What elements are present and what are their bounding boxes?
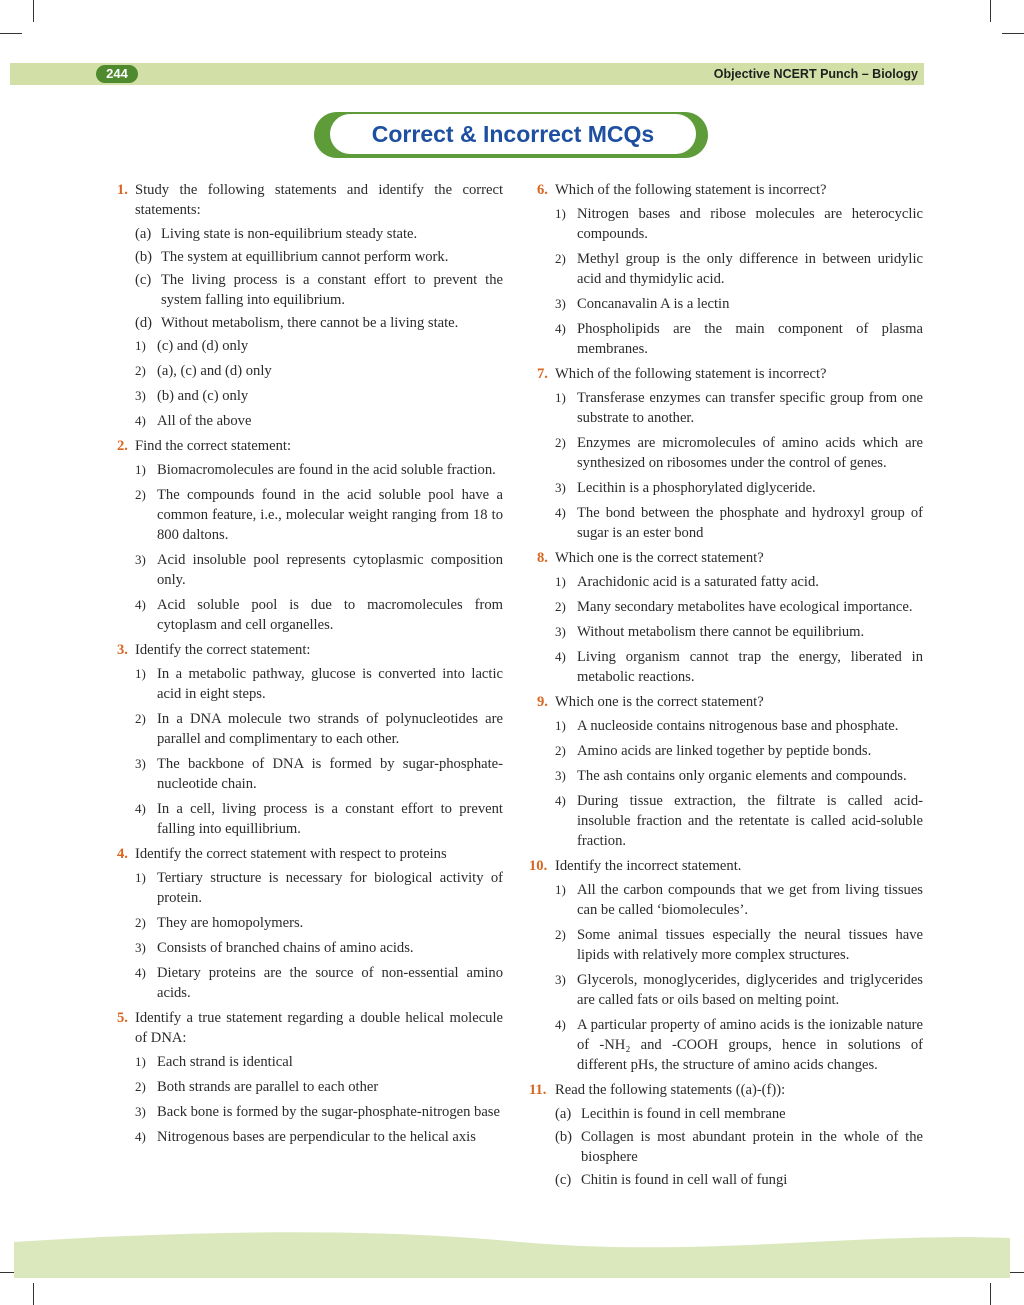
question-number: 3. (117, 642, 128, 658)
option-text: In a metabolic pathway, glucose is converted into lactic acid in eight steps. (157, 666, 503, 702)
option-number: 3) (555, 972, 566, 987)
option-number: 1) (555, 882, 566, 897)
answer-option (117, 1077, 503, 1097)
answer-option (117, 1102, 503, 1122)
question-text: Identify the incorrect statement. (555, 858, 742, 874)
option-text: Many secondary metabolites have ecological importance. (577, 599, 913, 615)
answer-option (117, 595, 503, 635)
option-text: Phospholipids are the main component of plasma membranes. (577, 321, 923, 357)
option-number: 1) (135, 870, 146, 885)
option-text: Arachidonic acid is a saturated fatty acid. (577, 574, 819, 590)
answer-option (537, 319, 923, 359)
option-text: Consists of branched chains of amino acids. (157, 940, 414, 956)
right-column (529, 180, 923, 1193)
answer-option (537, 503, 923, 543)
option-number: 4) (555, 321, 566, 336)
book-title: Objective NCERT Punch – Biology (713, 67, 918, 81)
question (537, 548, 923, 568)
option-text: Amino acids are linked together by peptide bonds. (577, 743, 872, 759)
answer-option (537, 766, 923, 786)
question-number: 5. (117, 1010, 128, 1026)
option-number: 2) (555, 251, 566, 266)
question (537, 364, 923, 384)
question-text: Which one is the correct statement? (555, 550, 764, 566)
answer-option (117, 938, 503, 958)
answer-option (537, 716, 923, 736)
page-number: 244 (96, 65, 138, 83)
option-number: 2) (135, 1079, 146, 1094)
question (117, 844, 503, 864)
option-number: 1) (135, 338, 146, 353)
option-text: Some animal tissues especially the neural tissues have lipids with relatively more complex structures. (577, 927, 923, 963)
answer-option (117, 1127, 503, 1147)
section-title: Correct & Incorrect MCQs (330, 114, 696, 154)
statement-item (537, 1170, 923, 1190)
question-number: 9. (537, 694, 548, 710)
answer-option (117, 799, 503, 839)
question (529, 856, 923, 876)
statement-item (117, 224, 503, 244)
statement-item (117, 247, 503, 267)
option-text: A nucleoside contains nitrogenous base and phosphate. (577, 718, 899, 734)
option-number: 2) (135, 363, 146, 378)
option-number: 3) (135, 552, 146, 567)
option-text: Methyl group is the only difference in between uridylic acid and thymidylic acid. (577, 251, 923, 287)
option-text: Nitrogenous bases are perpendicular to the helical axis (157, 1129, 476, 1145)
option-number: 1) (555, 574, 566, 589)
option-number: 4) (135, 413, 146, 428)
option-text: Enzymes are micromolecules of amino acids which are synthesized on ribosomes under the control of genes. (577, 435, 923, 471)
question-text: Read the following statements ((a)-(f)): (555, 1082, 786, 1098)
option-text: The backbone of DNA is formed by sugar-phosphate-nucleotide chain. (157, 756, 503, 792)
question-text: Study the following statements and identify the correct statements: (135, 182, 503, 218)
answer-option (117, 1052, 503, 1072)
option-number: 2) (555, 743, 566, 758)
option-text: (a), (c) and (d) only (157, 363, 272, 379)
option-text: Dietary proteins are the source of non-essential amino acids. (157, 965, 503, 1001)
option-text: All of the above (157, 413, 252, 429)
statement-label: (b) (555, 1129, 573, 1145)
question-text: Find the correct statement: (135, 438, 292, 454)
option-number: 4) (555, 793, 566, 808)
question-text: Identify the correct statement: (135, 642, 311, 658)
answer-option (117, 913, 503, 933)
option-text: In a DNA molecule two strands of polynucleotides are parallel and complimentary to each other. (157, 711, 503, 747)
statement-item (537, 1104, 923, 1124)
question-number: 11. (529, 1082, 547, 1098)
answer-option (117, 336, 503, 356)
option-number: 4) (135, 965, 146, 980)
option-text: Glycerols, monoglycerides, diglycerides and triglycerides are called fats or oils based on melting point. (577, 972, 923, 1008)
crop-mark (990, 0, 991, 22)
option-text: The compounds found in the acid soluble pool have a common feature, i.e., molecular weight ranging from 18 to 800 daltons. (157, 487, 503, 543)
question-number: 10. (529, 858, 548, 874)
statement-item (117, 270, 503, 310)
option-text: (b) and (c) only (157, 388, 249, 404)
option-text: A particular property of amino acids is the ionizable nature of -NH₂ and -COOH groups, hence in solutions of different pHs, the structure of amino acids changes. (577, 1017, 923, 1073)
statement-item (117, 313, 503, 333)
option-number: 4) (135, 801, 146, 816)
option-number: 4) (135, 597, 146, 612)
answer-option (537, 572, 923, 592)
answer-option (117, 485, 503, 545)
statement-text: Lecithin is found in cell membrane (581, 1106, 786, 1122)
answer-option (117, 664, 503, 704)
option-number: 2) (135, 915, 146, 930)
answer-option (537, 880, 923, 920)
statement-text: Living state is non-equilibrium steady state. (161, 226, 418, 242)
option-text: Lecithin is a phosphorylated diglyceride. (577, 480, 816, 496)
option-text: Both strands are parallel to each other (157, 1079, 379, 1095)
answer-option (537, 294, 923, 314)
answer-option (537, 1015, 923, 1075)
answer-option (117, 550, 503, 590)
option-number: 4) (135, 1129, 146, 1144)
option-number: 1) (135, 1054, 146, 1069)
statement-label: (a) (555, 1106, 572, 1122)
statement-label: (a) (135, 226, 152, 242)
option-text: Nitrogen bases and ribose molecules are heterocyclic compounds. (577, 206, 923, 242)
answer-option (117, 963, 503, 1003)
crop-mark (990, 1283, 991, 1305)
answer-option (537, 388, 923, 428)
question-text: Identify a true statement regarding a double helical molecule of DNA: (135, 1010, 503, 1046)
question (117, 1008, 503, 1048)
left-column (117, 180, 503, 1152)
option-number: 2) (555, 435, 566, 450)
answer-option (537, 925, 923, 965)
question-number: 1. (117, 182, 128, 198)
answer-option (117, 361, 503, 381)
option-text: Acid insoluble pool represents cytoplasmic composition only. (157, 552, 503, 588)
question-text: Which of the following statement is incorrect? (555, 366, 827, 382)
statement-label: (b) (135, 249, 153, 265)
answer-option (537, 478, 923, 498)
option-number: 1) (135, 666, 146, 681)
option-number: 1) (555, 718, 566, 733)
answer-option (117, 709, 503, 749)
statement-label: (c) (135, 272, 152, 288)
crop-mark (33, 1283, 34, 1305)
option-number: 3) (555, 480, 566, 495)
question (529, 1080, 923, 1100)
option-number: 3) (135, 1104, 146, 1119)
option-text: Biomacromolecules are found in the acid soluble fraction. (157, 462, 496, 478)
option-text: Without metabolism there cannot be equilibrium. (577, 624, 865, 640)
answer-option (537, 647, 923, 687)
question (117, 640, 503, 660)
statement-text: The living process is a constant effort to prevent the system falling into equilibrium. (161, 272, 503, 308)
option-number: 1) (555, 206, 566, 221)
crop-mark (33, 0, 34, 22)
option-number: 3) (555, 624, 566, 639)
answer-option (537, 622, 923, 642)
question-number: 6. (537, 182, 548, 198)
question (117, 180, 503, 220)
option-number: 2) (555, 927, 566, 942)
option-number: 3) (555, 296, 566, 311)
answer-option (117, 386, 503, 406)
answer-option (117, 868, 503, 908)
question-text: Which one is the correct statement? (555, 694, 764, 710)
option-text: Each strand is identical (157, 1054, 293, 1070)
option-text: All the carbon compounds that we get from living tissues can be called ‘biomolecules’. (577, 882, 923, 918)
answer-option (537, 249, 923, 289)
option-number: 3) (135, 756, 146, 771)
statement-text: The system at equillibrium cannot perform work. (161, 249, 449, 265)
option-text: The bond between the phosphate and hydroxyl group of sugar is an ester bond (577, 505, 923, 541)
answer-option (537, 597, 923, 617)
statement-text: Chitin is found in cell wall of fungi (581, 1172, 788, 1188)
option-number: 2) (135, 711, 146, 726)
option-text: (c) and (d) only (157, 338, 249, 354)
option-text: Living organism cannot trap the energy, liberated in metabolic reactions. (577, 649, 923, 685)
bottom-wave-decoration (0, 1228, 1024, 1278)
question-number: 8. (537, 550, 548, 566)
answer-option (537, 204, 923, 244)
crop-mark (1002, 33, 1024, 34)
option-text: Acid soluble pool is due to macromolecules from cytoplasm and cell organelles. (157, 597, 503, 633)
option-text: Back bone is formed by the sugar-phosphate-nitrogen base (157, 1104, 500, 1120)
answer-option (537, 970, 923, 1010)
question (537, 180, 923, 200)
option-number: 3) (135, 388, 146, 403)
answer-option (537, 741, 923, 761)
option-number: 4) (555, 1017, 566, 1032)
crop-mark (0, 33, 22, 34)
answer-option (117, 460, 503, 480)
option-text: They are homopolymers. (157, 915, 304, 931)
statement-text: Collagen is most abundant protein in the whole of the biosphere (581, 1129, 923, 1165)
option-text: The ash contains only organic elements and compounds. (577, 768, 907, 784)
option-number: 1) (135, 462, 146, 477)
option-text: Tertiary structure is necessary for biological activity of protein. (157, 870, 503, 906)
statement-label: (c) (555, 1172, 572, 1188)
question (537, 692, 923, 712)
option-number: 2) (555, 599, 566, 614)
statement-text: Without metabolism, there cannot be a living state. (161, 315, 459, 331)
option-text: In a cell, living process is a constant effort to prevent falling into equillibrium. (157, 801, 503, 837)
answer-option (537, 433, 923, 473)
answer-option (117, 754, 503, 794)
option-number: 3) (555, 768, 566, 783)
question-text: Which of the following statement is incorrect? (555, 182, 827, 198)
option-number: 4) (555, 649, 566, 664)
question-number: 2. (117, 438, 128, 454)
answer-option (537, 791, 923, 851)
question (117, 436, 503, 456)
statement-item (537, 1127, 923, 1167)
option-number: 2) (135, 487, 146, 502)
option-text: Concanavalin A is a lectin (577, 296, 730, 312)
statement-label: (d) (135, 315, 153, 331)
question-number: 7. (537, 366, 548, 382)
option-number: 4) (555, 505, 566, 520)
option-text: During tissue extraction, the filtrate is called acid-insoluble fraction and the retentate is called acid-soluble fraction. (577, 793, 923, 849)
answer-option (117, 411, 503, 431)
question-text: Identify the correct statement with respect to proteins (135, 846, 447, 862)
question-number: 4. (117, 846, 128, 862)
option-number: 3) (135, 940, 146, 955)
option-text: Transferase enzymes can transfer specific group from one substrate to another. (577, 390, 923, 426)
option-number: 1) (555, 390, 566, 405)
